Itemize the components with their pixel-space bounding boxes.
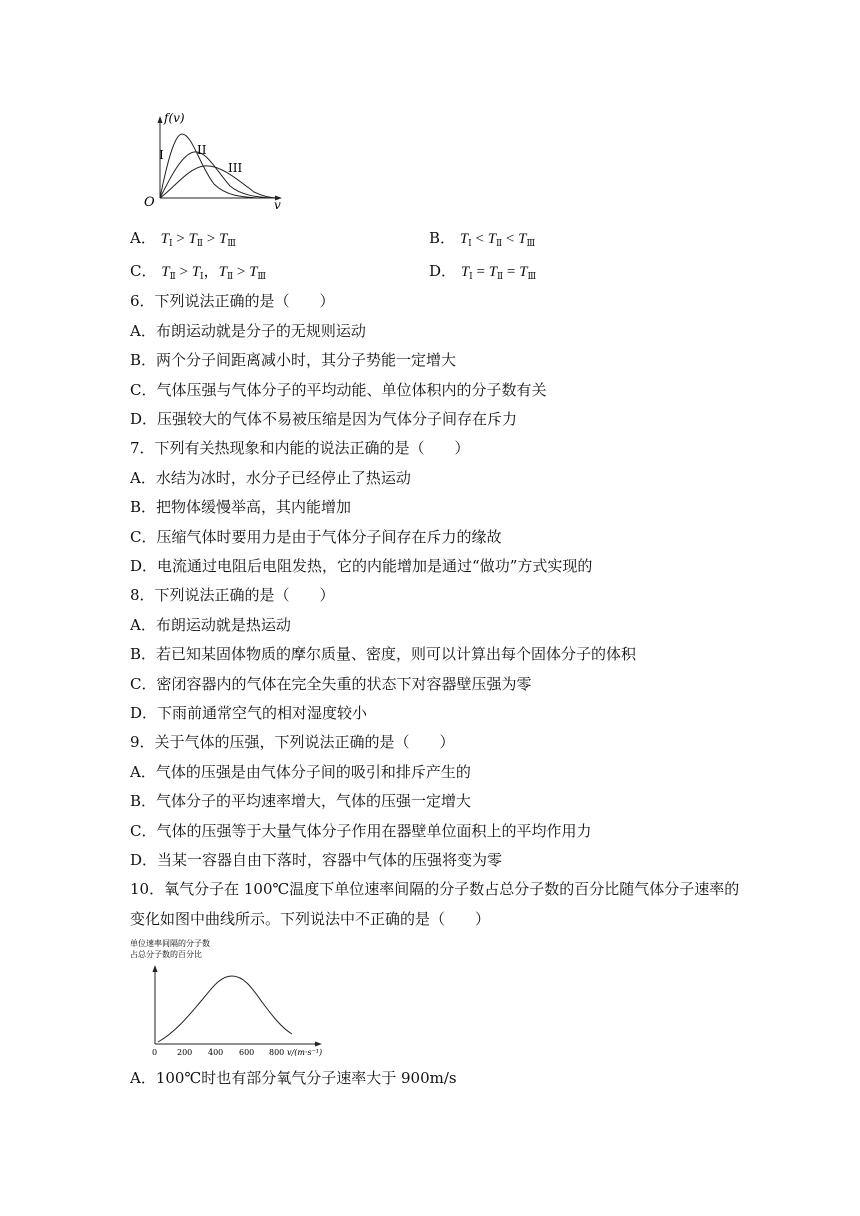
x-tick-400: 400	[208, 1048, 224, 1057]
x-tick-0: 0	[152, 1048, 158, 1057]
figure-speed-distribution	[138, 108, 288, 212]
q8-option-d: D．下雨前通常空气的相对湿度较小	[130, 704, 368, 722]
figure-oxygen-distribution	[128, 936, 338, 1062]
q8-option-a: A．布朗运动就是热运动	[130, 616, 291, 634]
q5-option-d: D． $T_Ⅰ = T_Ⅱ = T_Ⅲ$	[429, 262, 537, 281]
q5-option-b: B． $T_Ⅰ < T_Ⅱ < T_Ⅲ$	[429, 229, 536, 248]
y-axis-arrow	[153, 965, 158, 972]
distribution-curve	[158, 976, 292, 1042]
curve-III	[160, 166, 278, 198]
q7-option-a: A．水结为冰时，水分子已经停止了热运动	[130, 469, 411, 487]
q8-option-b: B．若已知某固体物质的摩尔质量、密度，则可以计算出每个固体分子的体积	[130, 645, 637, 663]
oxygen-distribution-svg	[128, 936, 338, 1062]
q10-option-a: A．100℃时也有部分氧气分子速率大于 900m/s	[130, 1069, 457, 1087]
q8-option-c: C．密闭容器内的气体在完全失重的状态下对容器壁压强为零	[130, 675, 532, 693]
x-tick-800: 800	[269, 1048, 285, 1057]
q7-stem: 7．下列有关热现象和内能的说法正确的是（ ）	[130, 439, 470, 457]
x-tick-600: 600	[239, 1048, 255, 1057]
q7-option-d: D．电流通过电阻后电阻发热，它的内能增加是通过“做功”方式实现的	[130, 557, 593, 575]
y-axis-label: f(v)	[164, 111, 185, 125]
q7-option-b: B．把物体缓慢举高，其内能增加	[130, 498, 352, 516]
curve-label-III: III	[228, 161, 243, 175]
x-axis-label: v	[274, 198, 281, 212]
q6-stem: 6．下列说法正确的是（ ）	[130, 292, 335, 310]
q10-stem-line1: 10．氧气分子在 100℃温度下单位速率间隔的分子数占总分子数的百分比随气体分子速率的	[130, 880, 740, 898]
q6-option-b: B．两个分子间距离减小时，其分子势能一定增大	[130, 351, 457, 369]
q9-option-c: C．气体的压强等于大量气体分子作用在器壁单位面积上的平均作用力	[130, 822, 592, 840]
y-label-line1: 单位速率间隔的分子数	[130, 939, 210, 948]
q5-option-c: C． $T_Ⅱ > T_Ⅰ$，$T_Ⅱ > T_Ⅲ$	[130, 262, 267, 281]
distribution-curves-svg	[138, 108, 288, 212]
curve-II	[160, 152, 272, 198]
x-axis-label: v/(m·s⁻¹)	[287, 1048, 323, 1057]
q9-option-d: D．当某一容器自由下落时，容器中气体的压强将变为零	[130, 851, 503, 869]
y-axis-arrow	[158, 116, 163, 123]
q10-stem-line2: 变化如图中曲线所示。下列说法中不正确的是（ ）	[130, 910, 491, 928]
q8-stem: 8．下列说法正确的是（ ）	[130, 586, 335, 604]
q5-option-d-formula: $T_Ⅰ = T_Ⅱ = T_Ⅲ$	[460, 264, 537, 281]
q5-option-a: A． $T_Ⅰ > T_Ⅱ > T_Ⅲ$	[130, 229, 236, 248]
q6-option-a: A．布朗运动就是分子的无规则运动	[130, 322, 366, 340]
curve-label-I: I	[159, 148, 164, 162]
origin-label: O	[144, 195, 155, 210]
q9-stem: 9．关于气体的压强，下列说法正确的是（ ）	[130, 733, 455, 751]
q5-option-a-formula: $T_Ⅰ > T_Ⅱ > T_Ⅲ$	[160, 231, 236, 248]
x-axis-arrow	[315, 1042, 322, 1047]
q6-option-c: C．气体压强与气体分子的平均动能、单位体积内的分子数有关	[130, 381, 547, 399]
curve-label-II: II	[197, 143, 207, 157]
y-label-line2: 占总分子数的百分比	[130, 950, 202, 959]
q5-option-c-formula: $T_Ⅱ > T_Ⅰ$，$T_Ⅱ > T_Ⅲ$	[161, 264, 267, 281]
q6-option-d: D．压强较大的气体不易被压缩是因为气体分子间存在斥力	[130, 410, 518, 428]
q7-option-c: C．压缩气体时要用力是由于气体分子间存在斥力的缘故	[130, 528, 502, 546]
q9-option-b: B．气体分子的平均速率增大，气体的压强一定增大	[130, 792, 472, 810]
q9-option-a: A．气体的压强是由气体分子间的吸引和排斥产生的	[130, 763, 471, 781]
q5-option-b-formula: $T_Ⅰ < T_Ⅱ < T_Ⅲ$	[459, 231, 536, 248]
x-tick-200: 200	[177, 1048, 193, 1057]
